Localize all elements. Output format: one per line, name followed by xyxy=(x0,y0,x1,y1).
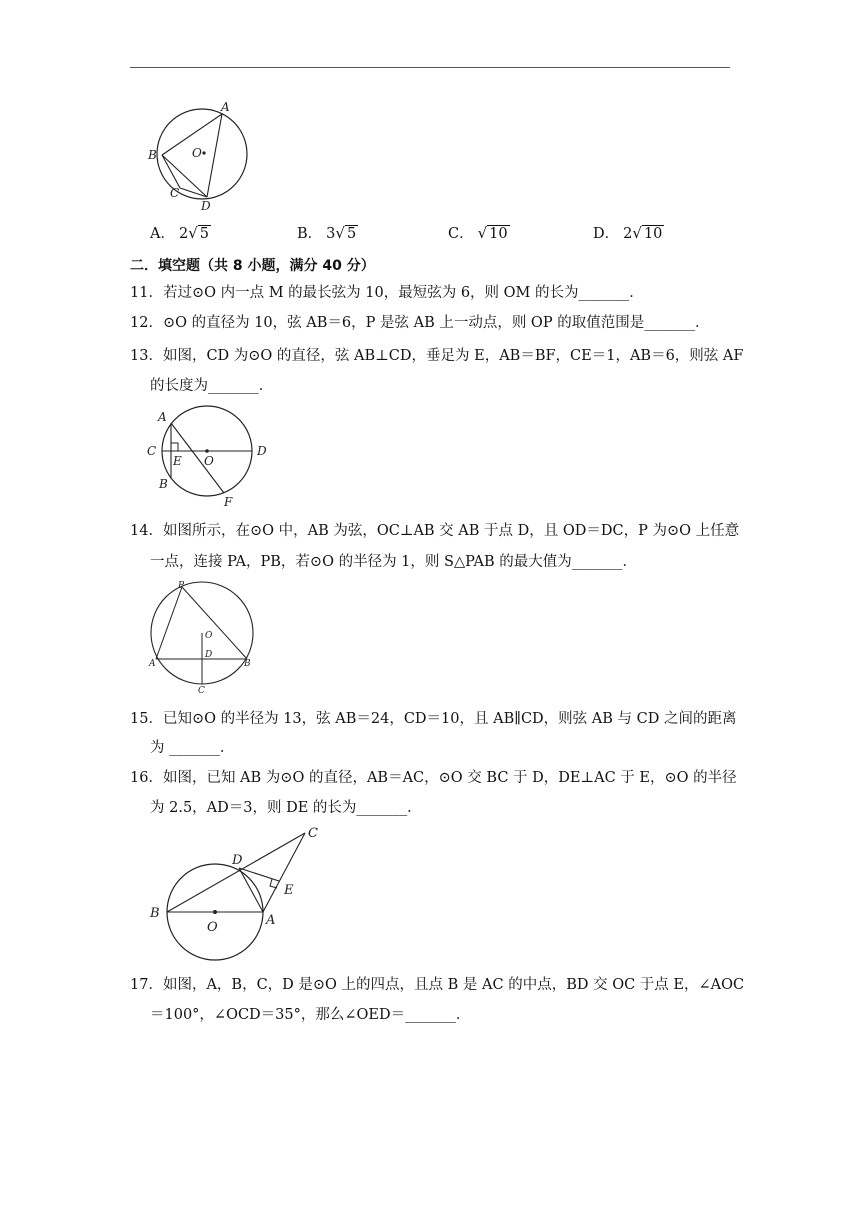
label-B: B xyxy=(159,477,168,491)
option-c: C． √ 10 xyxy=(448,224,508,242)
label-B: B xyxy=(244,659,251,669)
question-17-line2: ＝100°，∠OCD＝35°，那么∠OED＝_______． xyxy=(150,1007,471,1023)
label-B: B xyxy=(150,906,160,921)
figure-q14 xyxy=(140,578,270,696)
option-letter: D． xyxy=(593,226,620,242)
label-D: D xyxy=(205,650,213,660)
label-A: A xyxy=(158,410,167,424)
section-title: 二．填空题（共 8 小题，满分 40 分） xyxy=(130,258,375,274)
label-C: C xyxy=(198,686,205,696)
option-d: D． 2√ 10 xyxy=(593,224,663,242)
label-A: A xyxy=(266,913,276,928)
option-letter: B． xyxy=(297,226,323,242)
option-b: B． 3√ 5 xyxy=(297,224,357,242)
label-C: C xyxy=(308,826,318,841)
question-13-line1: 13．如图，CD 为⊙O 的直径，弦 AB⊥CD，垂足为 E，AB＝BF，CE＝1，AB＝6，则弦 AF xyxy=(130,348,744,364)
question-16-line2: 为 2.5，AD＝3，则 DE 的长为_______． xyxy=(150,800,422,816)
figure-q13 xyxy=(140,402,280,510)
label-E: E xyxy=(284,883,294,898)
question-16-line1: 16．如图，已知 AB 为⊙O 的直径，AB＝AC，⊙O 交 BC 于 D，DE⊥AC 于 E，⊙O 的半径 xyxy=(130,770,737,786)
label-O: O xyxy=(192,146,202,160)
label-O: O xyxy=(205,631,213,641)
label-A: A xyxy=(149,659,156,669)
question-11: 11．若过⊙O 内一点 M 的最长弦为 10，最短弦为 6，则 OM 的长为_______． xyxy=(130,285,644,301)
figure-q10 xyxy=(140,98,260,213)
question-14-line1: 14．如图所示，在⊙O 中，AB 为弦，OC⊥AB 交 AB 于点 D，且 OD＝DC，P 为⊙O 上任意 xyxy=(130,523,740,539)
option-coef: 3 xyxy=(326,226,336,242)
label-D: D xyxy=(201,199,211,213)
option-letter: A． xyxy=(150,226,175,242)
label-C: C xyxy=(147,444,157,458)
option-coef: 2 xyxy=(178,226,189,242)
question-13-line2: 的长度为_______． xyxy=(150,378,274,394)
option-radicand: 5 xyxy=(346,226,357,242)
label-A: A xyxy=(221,100,230,114)
question-14-line2: 一点，连接 PA，PB，若⊙O 的半径为 1，则 S△PAB 的最大值为_______． xyxy=(150,554,638,570)
option-radicand: 5 xyxy=(199,226,210,242)
option-letter: C． xyxy=(448,226,474,242)
label-F: F xyxy=(224,495,233,509)
label-E: E xyxy=(173,454,182,468)
question-15-line1: 15．已知⊙O 的半径为 13，弦 AB＝24，CD＝10，且 AB∥CD，则弦 AB 与 CD 之间的距离 xyxy=(130,711,737,727)
label-D: D xyxy=(232,853,243,868)
option-radicand: 10 xyxy=(643,226,663,242)
question-12: 12．⊙O 的直径为 10，弦 AB＝6，P 是弦 AB 上一动点，则 OP 的取值范围是_______． xyxy=(130,315,710,331)
question-17-line1: 17．如图，A，B，C，D 是⊙O 上的四点，且点 B 是 AC 的中点，BD 交 OC 于点 E，∠AOC xyxy=(130,977,745,993)
label-P: P xyxy=(178,581,185,591)
option-radicand: 10 xyxy=(489,226,508,242)
label-O: O xyxy=(204,454,214,468)
option-coef: 2 xyxy=(623,226,633,242)
label-B: B xyxy=(148,148,157,162)
label-C: C xyxy=(170,186,180,200)
figure-q16 xyxy=(140,820,330,965)
header-rule xyxy=(130,67,730,68)
label-D: D xyxy=(257,444,267,458)
option-a: A． 2√ 5 xyxy=(150,224,210,242)
label-O: O xyxy=(207,920,218,935)
question-15-line2: 为 _______． xyxy=(150,740,235,756)
